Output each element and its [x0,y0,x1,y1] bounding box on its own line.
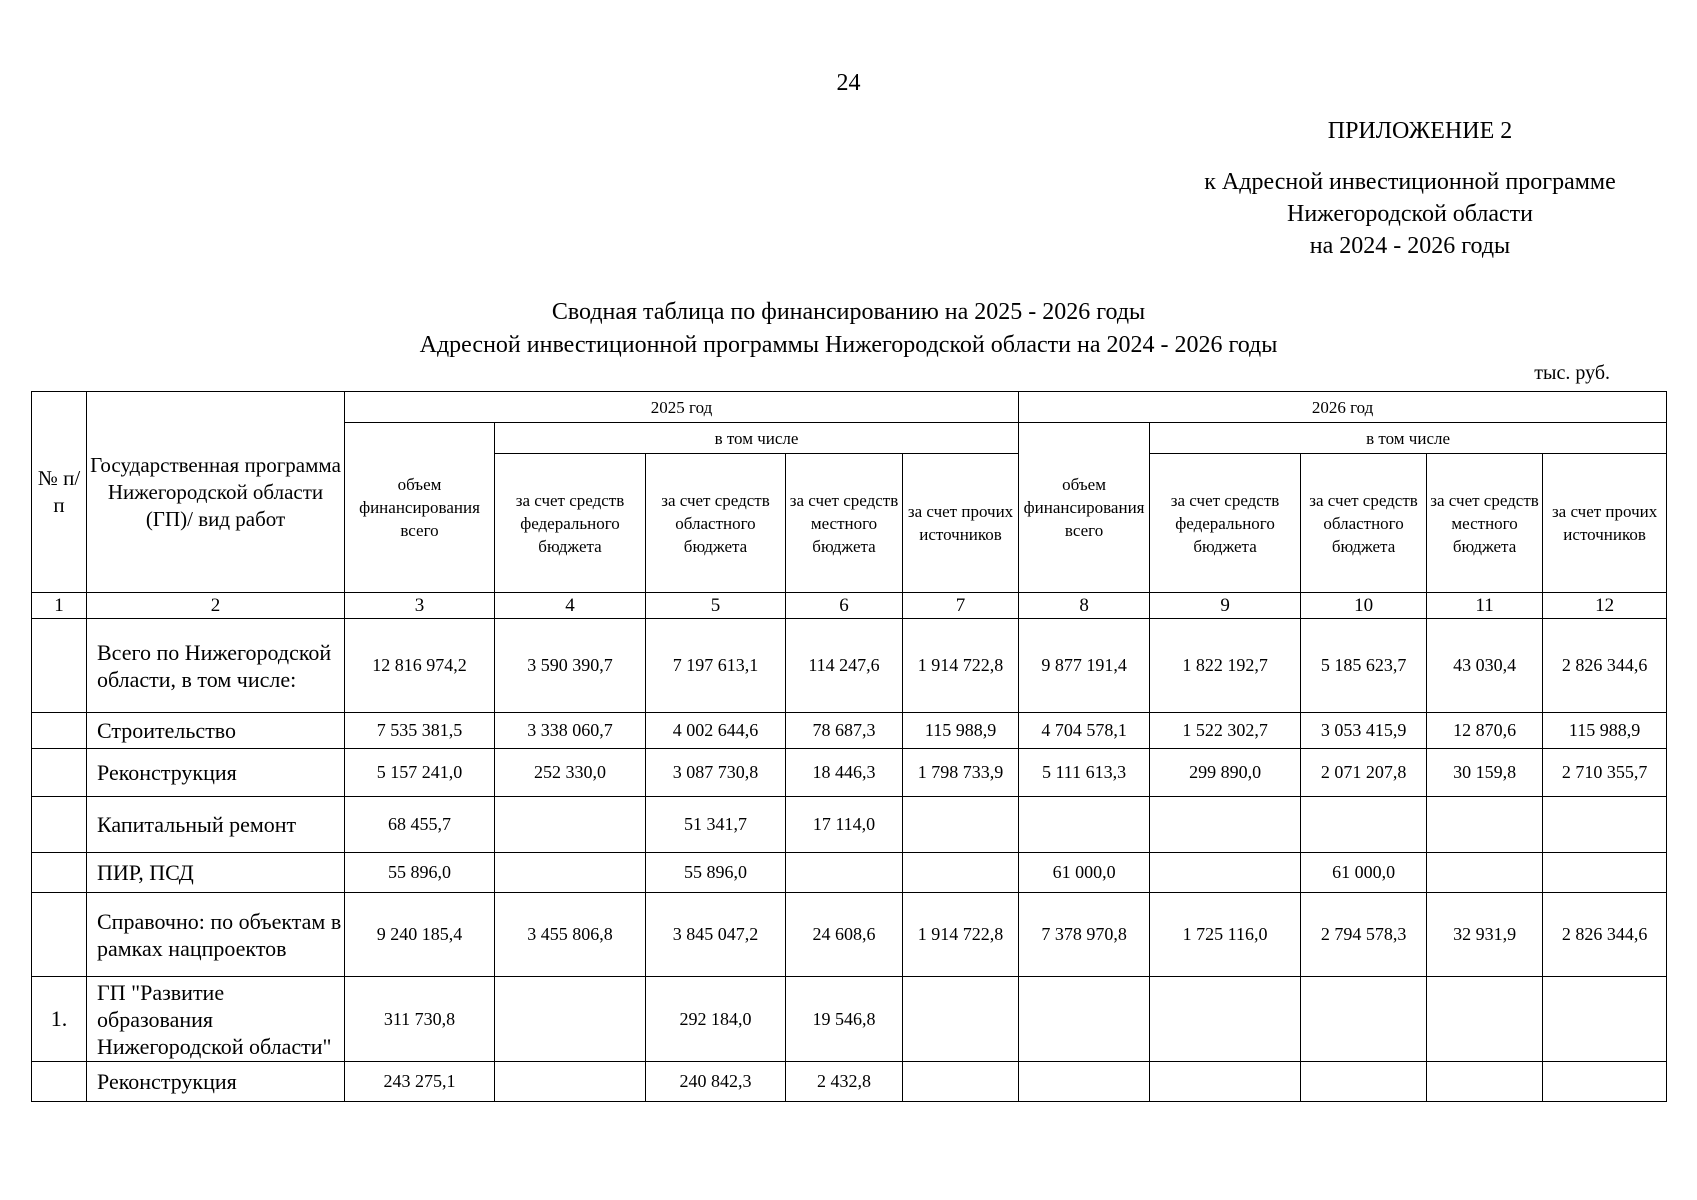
title-line-1: Сводная таблица по финансированию на 2025 - 2026 годы [551,299,1146,325]
table-row [32,619,1667,713]
value-cell: 30 159,8 [1427,749,1543,797]
value-cell: 3 455 806,8 [495,893,646,977]
column-number: 9 [1150,593,1301,619]
value-cell [1301,1062,1427,1102]
value-cell: 3 053 415,9 [1301,713,1427,749]
appendix-line: к Адресной инвестиционной программе [1204,169,1616,195]
value-cell: 2 826 344,6 [1543,619,1667,713]
value-cell: 51 341,7 [646,797,786,853]
value-cell [903,977,1019,1062]
header-including-2026: в том числе [1150,423,1667,454]
value-cell [1543,853,1667,893]
value-cell [1019,797,1150,853]
value-cell: 2 826 344,6 [1543,893,1667,977]
value-cell: 3 845 047,2 [646,893,786,977]
value-cell [1543,1062,1667,1102]
value-cell [1150,853,1301,893]
value-cell: 18 446,3 [786,749,903,797]
value-cell: 2 071 207,8 [1301,749,1427,797]
value-cell: 243 275,1 [345,1062,495,1102]
header-local-2026: за счет средств местного бюджета [1427,454,1543,593]
value-cell [1427,853,1543,893]
header-regional-2026: за счет средств областного бюджета [1301,454,1427,593]
value-cell [1150,1062,1301,1102]
value-cell: 7 378 970,8 [1019,893,1150,977]
value-cell: 240 842,3 [646,1062,786,1102]
header-regional-2025: за счет средств областного бюджета [646,454,786,593]
value-cell [495,977,646,1062]
value-cell [1427,1062,1543,1102]
value-cell [1543,797,1667,853]
column-number: 10 [1301,593,1427,619]
table-body [32,593,1667,1102]
page-number: 24 [836,70,861,96]
value-cell: 3 590 390,7 [495,619,646,713]
value-cell: 61 000,0 [1019,853,1150,893]
header-total-2025: объем финансирования всего [345,423,495,593]
row-name-cell: Строительство [87,713,345,749]
value-cell [1301,977,1427,1062]
value-cell: 68 455,7 [345,797,495,853]
header-pp: № п/п [32,392,87,593]
value-cell: 1 798 733,9 [903,749,1019,797]
value-cell: 12 816 974,2 [345,619,495,713]
value-cell [1019,1062,1150,1102]
table-row [32,749,1667,797]
row-name-cell: ГП "Развитие образования Нижегородской области" [87,977,345,1062]
value-cell: 3 087 730,8 [646,749,786,797]
value-cell [1427,797,1543,853]
value-cell: 78 687,3 [786,713,903,749]
row-name-cell: ПИР, ПСД [87,853,345,893]
header-other-2026: за счет прочих источников [1543,454,1667,593]
header-local-2025: за счет средств местного бюджета [786,454,903,593]
header-total-2026: объем финансирования всего [1019,423,1150,593]
table-row [32,797,1667,853]
value-cell: 1 914 722,8 [903,893,1019,977]
value-cell: 1 822 192,7 [1150,619,1301,713]
value-cell: 3 338 060,7 [495,713,646,749]
row-number-cell [32,797,87,853]
table-row [32,853,1667,893]
column-number: 1 [32,593,87,619]
appendix-line: Нижегородской области [1286,201,1534,227]
appendix-subtitle [1140,166,1680,262]
value-cell: 5 157 241,0 [345,749,495,797]
value-cell: 32 931,9 [1427,893,1543,977]
row-name-cell: Реконструкция [87,1062,345,1102]
header-federal-2025: за счет средств федерального бюджета [495,454,646,593]
value-cell [495,797,646,853]
financing-table [31,391,1667,1102]
value-cell: 24 608,6 [786,893,903,977]
value-cell: 299 890,0 [1150,749,1301,797]
table-row [32,1062,1667,1102]
header-federal-2026: за счет средств федерального бюджета [1150,454,1301,593]
column-number: 2 [87,593,345,619]
value-cell: 2 710 355,7 [1543,749,1667,797]
row-number-cell [32,893,87,977]
units-label: тыс. руб. [1534,362,1610,384]
value-cell: 1 914 722,8 [903,619,1019,713]
value-cell: 12 870,6 [1427,713,1543,749]
row-name-cell: Реконструкция [87,749,345,797]
value-cell: 2 794 578,3 [1301,893,1427,977]
document-title [0,296,1697,362]
row-name-cell: Справочно: по объектам в рамках нацпроектов [87,893,345,977]
column-number: 8 [1019,593,1150,619]
header-other-2025: за счет прочих источников [903,454,1019,593]
column-number: 11 [1427,593,1543,619]
value-cell [495,853,646,893]
value-cell: 55 896,0 [345,853,495,893]
header-including-2025: в том числе [495,423,1019,454]
value-cell: 61 000,0 [1301,853,1427,893]
value-cell: 2 432,8 [786,1062,903,1102]
column-number: 4 [495,593,646,619]
value-cell [1543,977,1667,1062]
value-cell [903,797,1019,853]
value-cell [1150,977,1301,1062]
row-number-cell [32,749,87,797]
value-cell [1427,977,1543,1062]
row-name-cell: Всего по Нижегородской области, в том числе: [87,619,345,713]
value-cell: 115 988,9 [1543,713,1667,749]
value-cell: 7 197 613,1 [646,619,786,713]
value-cell [786,853,903,893]
header-program: Государственная программа Нижегородской области (ГП)/ вид работ [87,392,345,593]
value-cell: 252 330,0 [495,749,646,797]
value-cell: 4 704 578,1 [1019,713,1150,749]
column-number: 6 [786,593,903,619]
column-number: 5 [646,593,786,619]
table-row [32,713,1667,749]
appendix-line: на 2024 - 2026 годы [1309,233,1511,259]
column-number: 7 [903,593,1019,619]
value-cell [903,1062,1019,1102]
value-cell: 55 896,0 [646,853,786,893]
table-row [32,893,1667,977]
value-cell: 115 988,9 [903,713,1019,749]
value-cell [1301,797,1427,853]
value-cell: 114 247,6 [786,619,903,713]
table-row [32,977,1667,1062]
title-line-2: Адресной инвестиционной программы Нижегородской области на 2024 - 2026 годы [419,332,1278,358]
row-name-cell: Капитальный ремонт [87,797,345,853]
value-cell: 5 111 613,3 [1019,749,1150,797]
value-cell: 1 725 116,0 [1150,893,1301,977]
value-cell: 292 184,0 [646,977,786,1062]
value-cell: 7 535 381,5 [345,713,495,749]
value-cell: 5 185 623,7 [1301,619,1427,713]
value-cell: 43 030,4 [1427,619,1543,713]
value-cell [495,1062,646,1102]
value-cell: 311 730,8 [345,977,495,1062]
value-cell: 9 877 191,4 [1019,619,1150,713]
row-number-cell: 1. [32,977,87,1062]
column-number-row [32,593,1667,619]
value-cell [903,853,1019,893]
header-year-2026: 2026 год [1019,392,1667,423]
value-cell [1150,797,1301,853]
value-cell: 9 240 185,4 [345,893,495,977]
appendix-title: ПРИЛОЖЕНИЕ 2 [1327,118,1513,144]
value-cell: 19 546,8 [786,977,903,1062]
row-number-cell [32,853,87,893]
row-number-cell [32,1062,87,1102]
row-number-cell [32,619,87,713]
column-number: 12 [1543,593,1667,619]
header-year-2025: 2025 год [345,392,1019,423]
value-cell: 4 002 644,6 [646,713,786,749]
value-cell: 17 114,0 [786,797,903,853]
value-cell [1019,977,1150,1062]
column-number: 3 [345,593,495,619]
value-cell: 1 522 302,7 [1150,713,1301,749]
row-number-cell [32,713,87,749]
